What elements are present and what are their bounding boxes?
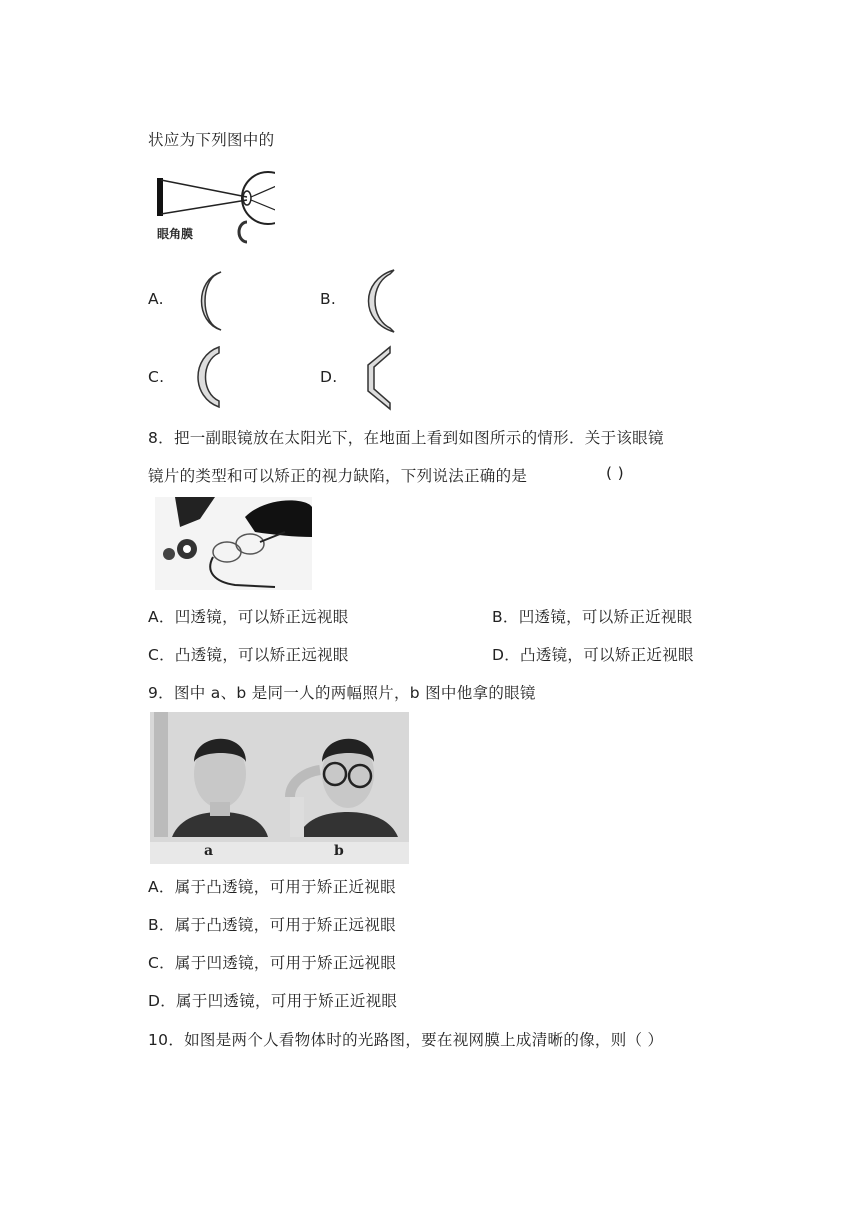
portrait-photos: [150, 712, 409, 864]
photo-label-a: a: [204, 843, 214, 859]
glasses-photo: [155, 497, 312, 590]
option-c[interactable]: C．属于凹透镜，可用于矫正远视眼: [148, 954, 397, 972]
lens-shape-b: [352, 268, 402, 334]
answer-paren: ( ): [606, 464, 624, 482]
question-10-text: 10．如图是两个人看物体时的光路图，要在视网膜上成清晰的像，则（ ）: [148, 1031, 664, 1049]
lens-shape-d: [350, 345, 400, 411]
question-8-text-cont: 镜片的类型和可以矫正的视力缺陷，下列说法正确的是: [148, 467, 528, 485]
figure-label: 眼角膜: [157, 227, 194, 241]
option-a-label[interactable]: A.: [148, 290, 164, 308]
option-d-label[interactable]: D.: [320, 368, 338, 386]
lens-shape-c: [185, 345, 235, 409]
lens-shape-a: [185, 270, 235, 332]
option-a[interactable]: A．属于凸透镜，可用于矫正近视眼: [148, 878, 396, 896]
option-b[interactable]: B．凹透镜，可以矫正近视眼: [492, 608, 693, 626]
option-b[interactable]: B．属于凸透镜，可用于矫正远视眼: [148, 916, 396, 934]
photo-label-b: b: [334, 843, 344, 859]
option-c[interactable]: C．凸透镜，可以矫正远视眼: [148, 646, 349, 664]
option-b-label[interactable]: B.: [320, 290, 337, 308]
option-d[interactable]: D．凸透镜，可以矫正近视眼: [492, 646, 694, 664]
option-c-label[interactable]: C.: [148, 368, 165, 386]
option-a[interactable]: A．凹透镜，可以矫正远视眼: [148, 608, 349, 626]
question-9-text: 9．图中 a、b 是同一人的两幅照片，b 图中他拿的眼镜: [148, 684, 536, 702]
option-d[interactable]: D．属于凹透镜，可用于矫正近视眼: [148, 992, 398, 1010]
question-8-text: 8．把一副眼镜放在太阳光下，在地面上看到如图所示的情形．关于该眼镜: [148, 429, 664, 447]
question-text: 状应为下列图中的: [148, 131, 275, 149]
